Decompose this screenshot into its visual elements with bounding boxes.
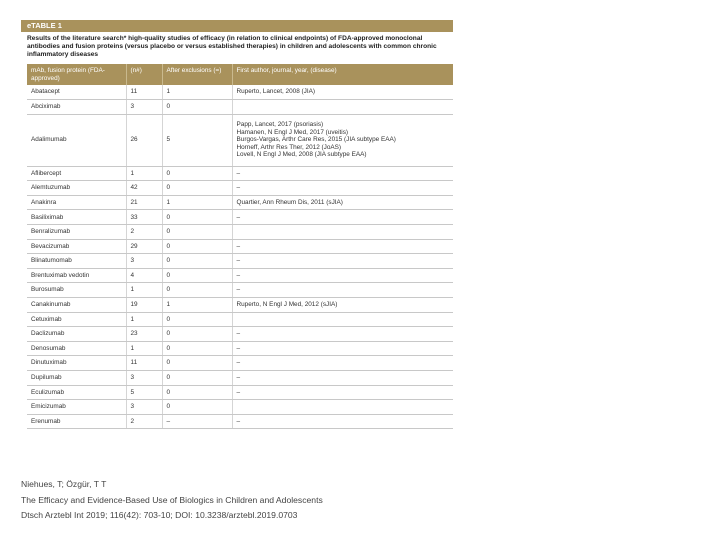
table-row <box>27 283 453 298</box>
citation-footer <box>21 477 323 524</box>
table-row <box>27 195 453 210</box>
table-row <box>27 100 453 115</box>
table-row <box>27 414 453 429</box>
column-header-n: (n#) <box>126 64 162 85</box>
after-exclusions-cell: 0 <box>162 400 232 415</box>
studies-cell: – <box>232 166 453 181</box>
n-count-cell: 29 <box>126 239 162 254</box>
table-header <box>27 64 453 85</box>
n-count-cell: 26 <box>126 114 162 166</box>
after-exclusions-cell: 0 <box>162 283 232 298</box>
after-exclusions-cell: 0 <box>162 327 232 342</box>
n-count-cell: 1 <box>126 166 162 181</box>
n-count-cell: 3 <box>126 254 162 269</box>
after-exclusions-cell: 0 <box>162 371 232 386</box>
table-row <box>27 166 453 181</box>
antibody-name-cell: Abciximab <box>27 100 126 115</box>
table-caption: Results of the literature search* high-quality studies of efficacy (in relation to clinical endpoints) of FDA-approved monoclonal antibodies and fusion proteins (versus placebo or versus established therapies) in children and adolescents with common chronic inflammatory diseases <box>27 35 437 58</box>
antibody-name-cell: Brentuximab vedotin <box>27 268 126 283</box>
studies-cell <box>232 225 453 240</box>
table-row <box>27 298 453 313</box>
studies-cell: – <box>232 327 453 342</box>
footer-title: The Efficacy and Evidence-Based Use of Biologics in Children and Adolescents <box>21 494 323 505</box>
studies-cell: – <box>232 181 453 196</box>
table-row <box>27 181 453 196</box>
studies-cell: Papp, Lancet, 2017 (psoriasis) Hamanen, N Engl J Med, 2017 (uveitis) Burgos-Vargas, Arthr Care Res, 2015 (JIA subtype EAA) Horneff, Arthr Res Ther, 2012 (JoAS) Lovell, N Engl J Med, 2008 (JIA subtype EAA) <box>232 114 453 166</box>
after-exclusions-cell: 1 <box>162 195 232 210</box>
antibody-name-cell: Emicizumab <box>27 400 126 415</box>
table-row <box>27 356 453 371</box>
antibody-name-cell: Aflibercept <box>27 166 126 181</box>
antibody-name-cell: Adalimumab <box>27 114 126 166</box>
table-label: eTABLE 1 <box>21 20 453 32</box>
studies-cell: – <box>232 341 453 356</box>
n-count-cell: 11 <box>126 356 162 371</box>
table-row <box>27 385 453 400</box>
studies-cell: – <box>232 210 453 225</box>
column-header-first-author: First author, journal, year, (disease) <box>232 64 453 85</box>
table-row <box>27 210 453 225</box>
antibody-name-cell: Erenumab <box>27 414 126 429</box>
n-count-cell: 2 <box>126 414 162 429</box>
antibody-name-cell: Canakinumab <box>27 298 126 313</box>
antibody-name-cell: Dupilumab <box>27 371 126 386</box>
studies-cell: – <box>232 414 453 429</box>
antibody-name-cell: Alemtuzumab <box>27 181 126 196</box>
after-exclusions-cell: 0 <box>162 268 232 283</box>
studies-cell: Ruperto, N Engl J Med, 2012 (sJIA) <box>232 298 453 313</box>
table-row <box>27 341 453 356</box>
table-row <box>27 225 453 240</box>
n-count-cell: 2 <box>126 225 162 240</box>
footer-authors: Niehues, T; Özgür, T T <box>21 479 107 489</box>
after-exclusions-cell: 0 <box>162 356 232 371</box>
n-count-cell: 11 <box>126 85 162 100</box>
table-row <box>27 327 453 342</box>
n-count-cell: 4 <box>126 268 162 283</box>
table-figure <box>21 20 453 436</box>
table-row <box>27 85 453 100</box>
studies-cell: – <box>232 356 453 371</box>
column-header-after-exclusions: After exclusions (=) <box>162 64 232 85</box>
after-exclusions-cell: 0 <box>162 181 232 196</box>
table-row <box>27 254 453 269</box>
after-exclusions-cell: 0 <box>162 100 232 115</box>
n-count-cell: 21 <box>126 195 162 210</box>
antibody-name-cell: Basiliximab <box>27 210 126 225</box>
antibody-name-cell: Denosumab <box>27 341 126 356</box>
antibody-name-cell: Dinutuximab <box>27 356 126 371</box>
results-table <box>27 64 453 429</box>
antibody-name-cell: Burosumab <box>27 283 126 298</box>
after-exclusions-cell: 1 <box>162 298 232 313</box>
after-exclusions-cell: 0 <box>162 210 232 225</box>
studies-cell: Quartier, Ann Rheum Dis, 2011 (sJIA) <box>232 195 453 210</box>
n-count-cell: 1 <box>126 312 162 327</box>
antibody-name-cell: Eculizumab <box>27 385 126 400</box>
after-exclusions-cell: 0 <box>162 312 232 327</box>
table-row <box>27 400 453 415</box>
after-exclusions-cell: – <box>162 414 232 429</box>
studies-cell: Ruperto, Lancet, 2008 (JIA) <box>232 85 453 100</box>
after-exclusions-cell: 0 <box>162 254 232 269</box>
n-count-cell: 3 <box>126 100 162 115</box>
antibody-name-cell: Blinatumomab <box>27 254 126 269</box>
after-exclusions-cell: 0 <box>162 239 232 254</box>
footer-citation: Dtsch Arztebl Int 2019; 116(42): 703-10; DOI: 10.3238/arztebl.2019.0703 <box>21 510 298 520</box>
table-row <box>27 114 453 166</box>
antibody-name-cell: Daclizumab <box>27 327 126 342</box>
studies-cell: – <box>232 283 453 298</box>
after-exclusions-cell: 0 <box>162 385 232 400</box>
studies-cell: – <box>232 385 453 400</box>
after-exclusions-cell: 0 <box>162 225 232 240</box>
n-count-cell: 19 <box>126 298 162 313</box>
n-count-cell: 5 <box>126 385 162 400</box>
table-row <box>27 268 453 283</box>
studies-cell: – <box>232 254 453 269</box>
studies-cell: – <box>232 239 453 254</box>
antibody-name-cell: Anakinra <box>27 195 126 210</box>
column-header-antibody: mAb, fusion protein (FDA-approved) <box>27 64 126 85</box>
n-count-cell: 33 <box>126 210 162 225</box>
n-count-cell: 1 <box>126 283 162 298</box>
table-row <box>27 371 453 386</box>
table-body <box>27 85 453 429</box>
n-count-cell: 1 <box>126 341 162 356</box>
table-row <box>27 312 453 327</box>
studies-cell <box>232 400 453 415</box>
n-count-cell: 23 <box>126 327 162 342</box>
after-exclusions-cell: 0 <box>162 341 232 356</box>
n-count-cell: 42 <box>126 181 162 196</box>
antibody-name-cell: Bevacizumab <box>27 239 126 254</box>
studies-cell: – <box>232 371 453 386</box>
after-exclusions-cell: 0 <box>162 166 232 181</box>
n-count-cell: 3 <box>126 371 162 386</box>
studies-cell: – <box>232 268 453 283</box>
table-row <box>27 239 453 254</box>
after-exclusions-cell: 1 <box>162 85 232 100</box>
studies-cell <box>232 312 453 327</box>
studies-cell <box>232 100 453 115</box>
antibody-name-cell: Abatacept <box>27 85 126 100</box>
antibody-name-cell: Benralizumab <box>27 225 126 240</box>
n-count-cell: 3 <box>126 400 162 415</box>
after-exclusions-cell: 5 <box>162 114 232 166</box>
antibody-name-cell: Cetuximab <box>27 312 126 327</box>
